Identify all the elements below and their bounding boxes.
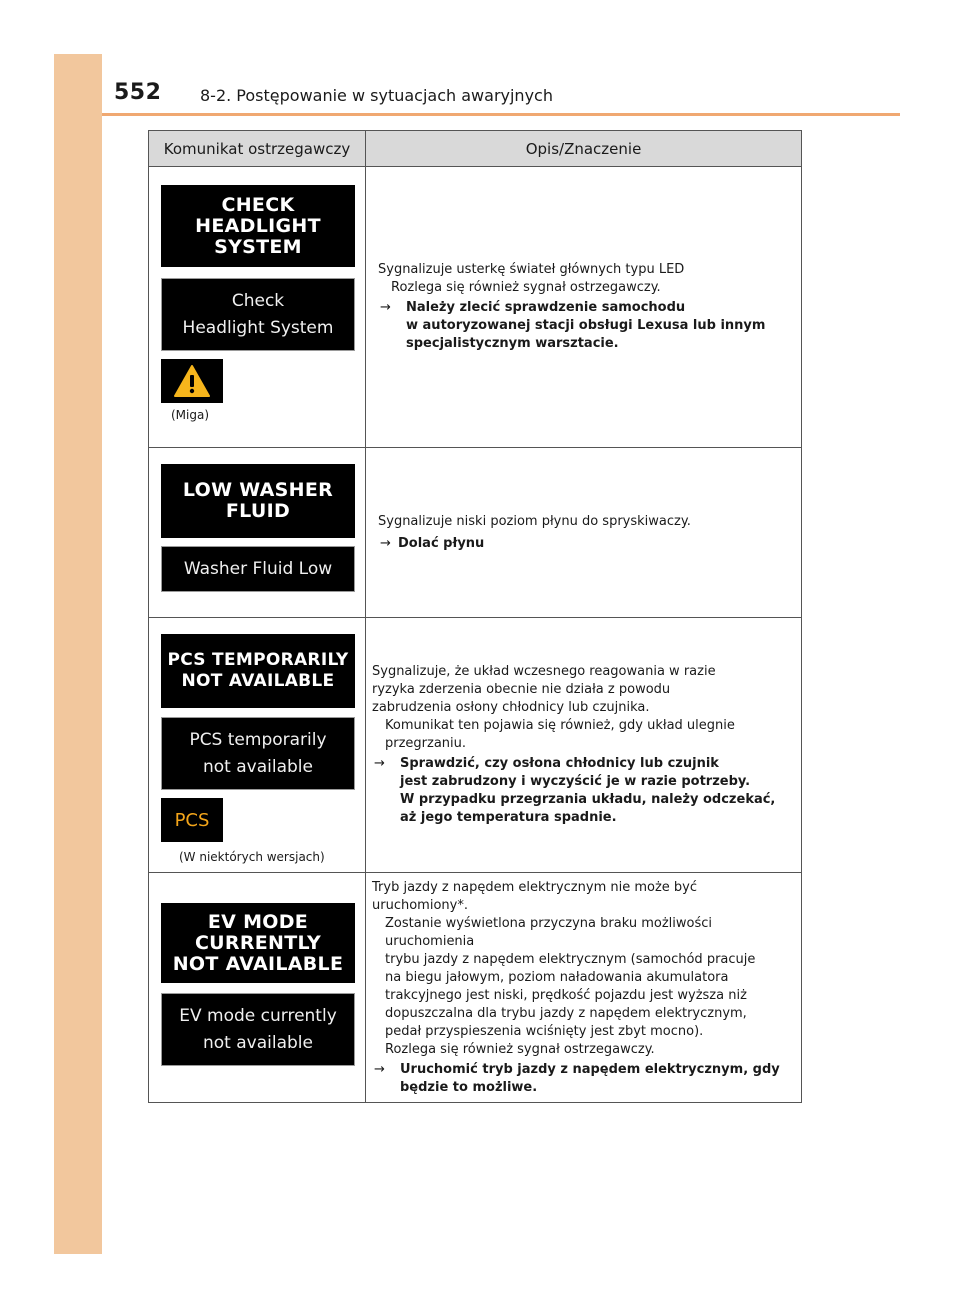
description-text: uruchomiony*. xyxy=(372,897,468,913)
display-panel-caps: PCS TEMPORARILY NOT AVAILABLE xyxy=(161,634,355,708)
display-panel-mixed: Check Headlight System xyxy=(161,278,355,351)
description-text: zabrudzenia osłony chłodnicy lub czujnika. xyxy=(372,700,650,715)
description-text: Sygnalizuje usterkę świateł głównych typu LED xyxy=(378,262,685,277)
display-panel-mixed: EV mode currently not available xyxy=(161,993,355,1066)
description-cell xyxy=(366,167,802,448)
description-text: dopuszczalna dla trybu jazdy z napędem elektrycznym, xyxy=(385,1005,747,1021)
table-row xyxy=(149,167,802,448)
arrow-right-icon: → xyxy=(380,535,391,551)
section-title: 8-2. Postępowanie w sytuacjach awaryjnych xyxy=(200,86,553,105)
message-image-cell xyxy=(149,448,366,618)
description-text: Rozlega się również sygnał ostrzegawczy. xyxy=(385,1041,655,1057)
description-text: Komunikat ten pojawia się również, gdy układ ulegnie xyxy=(385,718,735,733)
table-header-row xyxy=(149,131,802,167)
description-cell xyxy=(366,873,802,1103)
description-text: uruchomienia xyxy=(385,933,475,949)
description-text: pedał przyspieszenia wciśnięty jest zbyt mocno). xyxy=(385,1023,704,1039)
action-instruction: → Uruchomić tryb jazdy z napędem elektrycznym, gdy będzie to możliwe. xyxy=(374,1061,780,1095)
pcs-icon: PCS xyxy=(161,798,223,842)
description-cell xyxy=(366,448,802,618)
icon-note: (Miga) xyxy=(171,408,210,422)
description-text: przegrzaniu. xyxy=(385,736,467,751)
table-row xyxy=(149,618,802,873)
description-text: Sygnalizuje niski poziom płynu do spryskiwaczy. xyxy=(378,513,691,529)
description-text: trakcyjnego jest niski, prędkość pojazdu jest wyższa niż xyxy=(385,987,747,1003)
message-image-cell xyxy=(149,618,366,873)
table-row xyxy=(149,448,802,618)
side-tab-band xyxy=(54,54,102,1254)
display-panel-mixed: Washer Fluid Low xyxy=(161,546,355,592)
arrow-right-icon: → xyxy=(380,300,391,315)
display-panel-caps: EV MODE CURRENTLY NOT AVAILABLE xyxy=(161,903,355,983)
table-row xyxy=(149,873,802,1103)
description-text: Zostanie wyświetlona przyczyna braku możliwości xyxy=(385,915,712,931)
action-instruction: → Sprawdzić, czy osłona chłodnicy lub czujnik jest zabrudzony i wyczyścić je w razie potrzeby. W przypadku przegrzania układu, należy odczekać, aż jego temperatura spadnie. xyxy=(374,756,776,825)
message-image-cell xyxy=(149,873,366,1103)
description-text: Sygnalizuje, że układ wczesnego reagowania w razie xyxy=(372,664,716,679)
description-text: Rozlega się również sygnał ostrzegawczy. xyxy=(391,280,661,295)
warning-triangle-icon xyxy=(161,359,223,403)
description-text: Tryb jazdy z napędem elektrycznym nie może być xyxy=(372,879,698,895)
message-image-cell xyxy=(149,167,366,448)
description-cell xyxy=(366,618,802,873)
warning-messages-table xyxy=(148,130,802,1103)
header-rule xyxy=(102,113,900,116)
action-instruction: → Należy zlecić sprawdzenie samochodu w autoryzowanej stacji obsługi Lexusa lub innym specjalistycznym warsztacie. xyxy=(380,300,766,351)
action-instruction: → Dolać płynu xyxy=(380,535,485,551)
description-text: trybu jazdy z napędem elektrycznym (samochód pracuje xyxy=(385,951,756,967)
display-panel-mixed: PCS temporarily not available xyxy=(161,717,355,790)
description-text: na biegu jałowym, poziom naładowania akumulatora xyxy=(385,969,729,985)
column-header-description: Opis/Znaczenie xyxy=(366,131,802,167)
page-number: 552 xyxy=(114,80,162,105)
display-panel-caps: CHECK HEADLIGHT SYSTEM xyxy=(161,185,355,267)
icon-note: (W niektórych wersjach) xyxy=(179,850,325,864)
description-text: ryzyka zderzenia obecnie nie działa z powodu xyxy=(372,682,671,697)
display-panel-caps: LOW WASHER FLUID xyxy=(161,464,355,538)
arrow-right-icon: → xyxy=(374,756,385,771)
arrow-right-icon: → xyxy=(374,1061,385,1077)
column-header-message: Komunikat ostrzegawczy xyxy=(149,131,366,167)
